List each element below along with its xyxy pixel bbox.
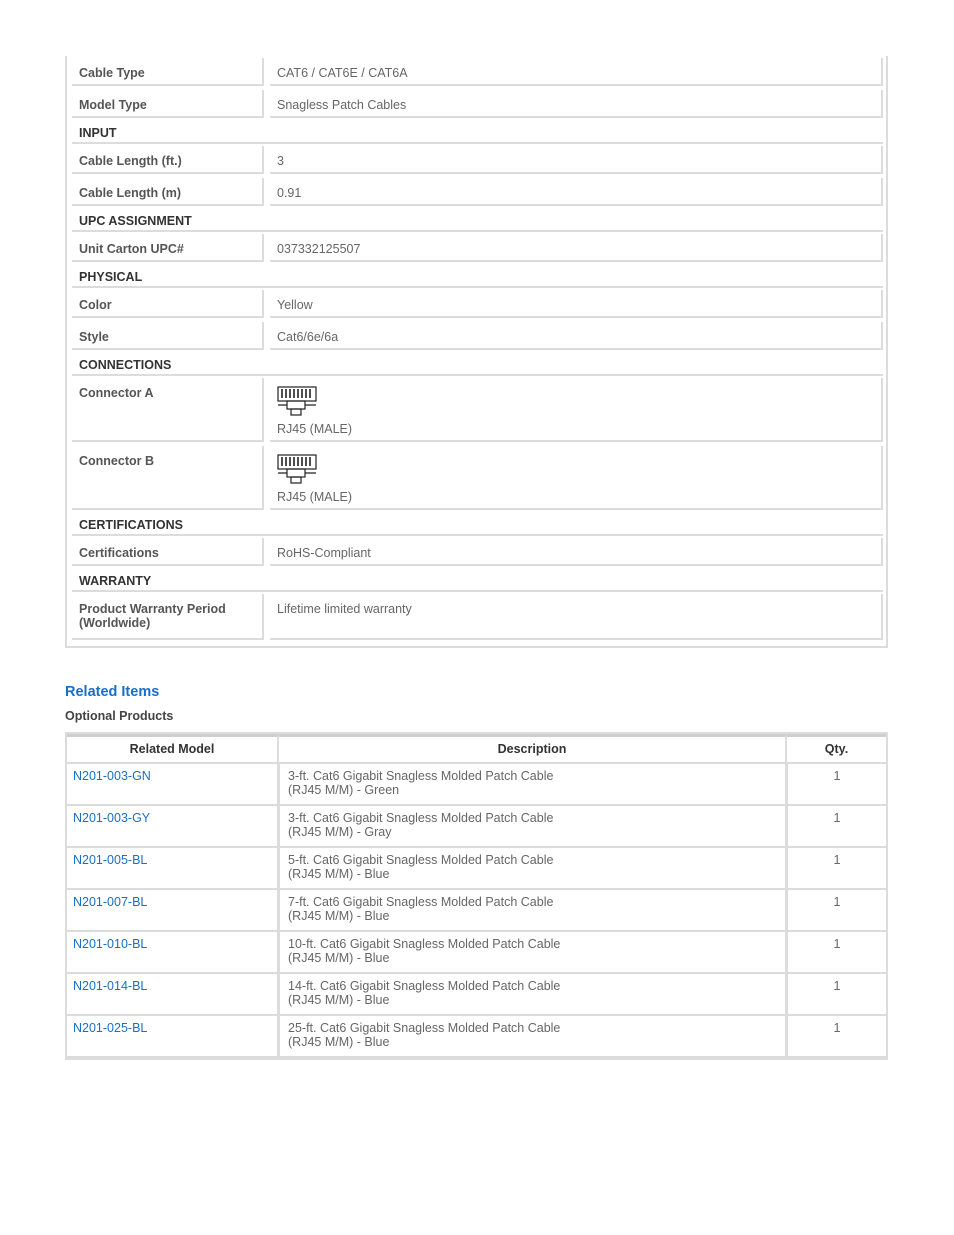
description-line-2: (RJ45 M/M) - Blue [288,951,390,965]
section-heading: INPUT [72,120,883,144]
related-qty-cell: 1 [787,764,886,806]
spec-value-cell: Cat6/6e/6a [270,322,883,350]
description-line-1: 5-ft. Cat6 Gigabit Snagless Molded Patch Cable [288,853,554,867]
description-line-1: 3-ft. Cat6 Gigabit Snagless Molded Patch Cable [288,811,554,825]
spec-label: Connector B [72,446,264,510]
description-line-2: (RJ45 M/M) - Green [288,783,400,797]
connector-type-text: RJ45 (MALE) [277,422,353,436]
related-model-cell [67,806,279,848]
related-model-link[interactable]: N201-003-GN [73,769,151,783]
header-related-model: Related Model [67,734,279,764]
description-line-1: 7-ft. Cat6 Gigabit Snagless Molded Patch Cable [288,895,554,909]
related-description-cell [279,890,787,932]
spec-value-cell: 0.91 [270,178,883,206]
related-description-cell [279,806,787,848]
spec-table [65,56,888,648]
optional-products-subheading: Optional Products [65,709,174,723]
description-line-2: (RJ45 M/M) - Blue [288,909,390,923]
related-model-link[interactable]: N201-007-BL [73,895,148,909]
section-heading: CERTIFICATIONS [72,512,883,536]
header-description: Description [279,734,787,764]
related-qty-cell: 1 [787,974,886,1016]
spec-label: Model Type [72,90,264,118]
spec-value-cell: RoHS-Compliant [270,538,883,566]
spec-value-cell: Lifetime limited warranty [270,594,883,640]
related-qty-cell: 1 [787,1016,886,1058]
spec-label: Color [72,290,264,318]
related-qty-cell: 1 [787,932,886,974]
header-qty: Qty. [787,734,886,764]
related-model-link[interactable]: N201-003-GY [73,811,151,825]
description-line-1: 14-ft. Cat6 Gigabit Snagless Molded Patch Cable [288,979,561,993]
rj45-connector-icon [277,386,319,420]
description-line-2: (RJ45 M/M) - Blue [288,867,390,881]
spec-label: Cable Length (m) [72,178,264,206]
related-description-cell [279,932,787,974]
rj45-connector-icon [277,454,319,488]
related-model-cell [67,890,279,932]
spec-value-cell: Snagless Patch Cables [270,90,883,118]
connector-type-text: RJ45 (MALE) [277,490,353,504]
spec-label: Certifications [72,538,264,566]
spec-label: Unit Carton UPC# [72,234,264,262]
related-qty-cell: 1 [787,848,886,890]
related-model-cell [67,932,279,974]
description-line-1: 10-ft. Cat6 Gigabit Snagless Molded Patch Cable [288,937,561,951]
spec-value-cell: CAT6 / CAT6E / CAT6A [270,58,883,86]
section-heading: UPC ASSIGNMENT [72,208,883,232]
section-heading: WARRANTY [72,568,883,592]
spec-label: Product Warranty Period (Worldwide) [72,594,264,640]
related-model-link[interactable]: N201-005-BL [73,853,148,867]
related-model-cell [67,764,279,806]
related-model-cell [67,1016,279,1058]
spec-label: Cable Length (ft.) [72,146,264,174]
related-description-cell [279,974,787,1016]
related-products-table [65,732,888,1060]
related-model-link[interactable]: N201-014-BL [73,979,148,993]
spec-value-cell [270,446,883,510]
section-heading: PHYSICAL [72,264,883,288]
related-model-cell [67,974,279,1016]
related-model-link[interactable]: N201-025-BL [73,1021,148,1035]
description-line-2: (RJ45 M/M) - Gray [288,825,392,839]
related-description-cell [279,1016,787,1058]
spec-value-cell: 037332125507 [270,234,883,262]
related-qty-cell: 1 [787,806,886,848]
related-items-heading: Related Items [65,684,160,700]
related-model-link[interactable]: N201-010-BL [73,937,148,951]
related-description-cell [279,764,787,806]
related-qty-cell: 1 [787,890,886,932]
description-line-1: 3-ft. Cat6 Gigabit Snagless Molded Patch Cable [288,769,554,783]
spec-label: Style [72,322,264,350]
description-line-1: 25-ft. Cat6 Gigabit Snagless Molded Patch Cable [288,1021,561,1035]
related-model-cell [67,848,279,890]
spec-label: Cable Type [72,58,264,86]
spec-value-cell: Yellow [270,290,883,318]
spec-label: Connector A [72,378,264,442]
section-heading: CONNECTIONS [72,352,883,376]
related-description-cell [279,848,787,890]
spec-value-cell [270,378,883,442]
description-line-2: (RJ45 M/M) - Blue [288,1035,390,1049]
spec-value-cell: 3 [270,146,883,174]
description-line-2: (RJ45 M/M) - Blue [288,993,390,1007]
